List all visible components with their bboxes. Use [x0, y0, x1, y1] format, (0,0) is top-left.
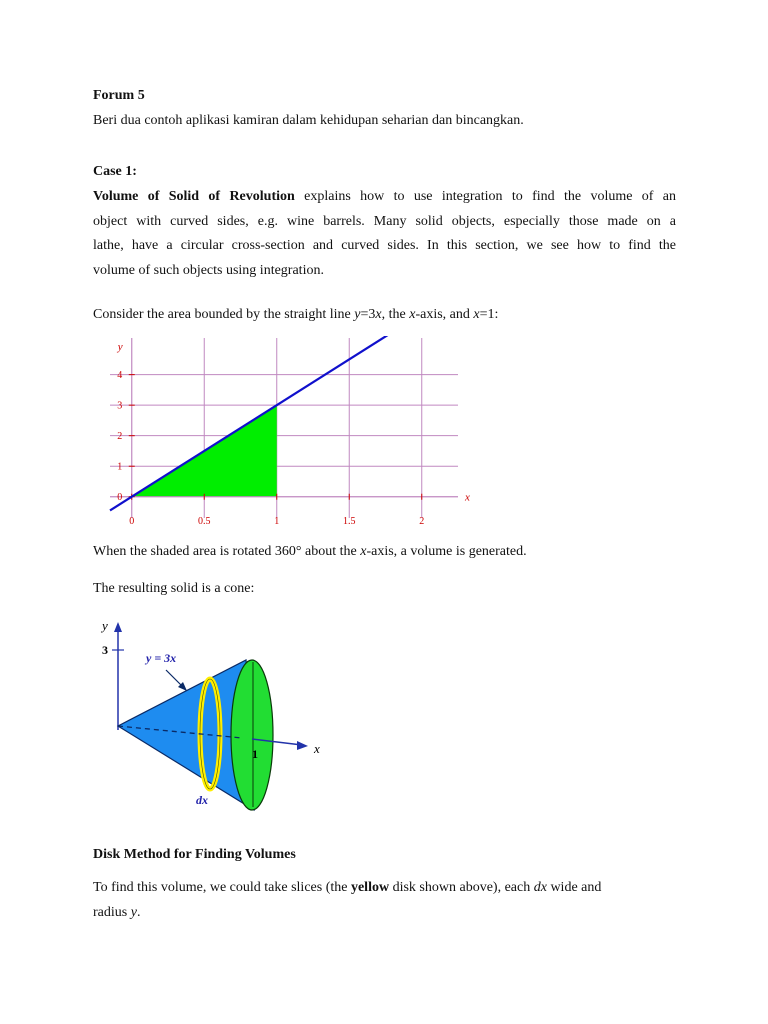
intro-line3: lathe, have a circular cross-section and curved sides. In this section, we see how to find the	[93, 238, 676, 253]
y-tick-label: 0	[117, 492, 123, 504]
consider-text-2: , the	[381, 307, 410, 322]
cone-x-arrow	[297, 741, 308, 750]
y-tick-label: 4	[117, 370, 123, 382]
disk-text-4: radius	[93, 904, 131, 920]
line-area-chart	[100, 336, 480, 531]
x-tick-label: 2	[419, 516, 425, 527]
cone-x-label: x	[314, 741, 320, 756]
cone-tick-1: 1	[252, 747, 258, 761]
consider-sentence	[93, 303, 498, 328]
x-tick-label: 0.5	[198, 516, 211, 527]
consider-text-eq: =3	[360, 307, 376, 322]
rotated-text-2: -axis, a volume is generated.	[366, 544, 527, 559]
consider-var-x1: x	[375, 307, 382, 322]
result-sentence: The resulting solid is a cone:	[93, 581, 255, 596]
intro-paragraph	[93, 185, 676, 283]
cone-diagram	[92, 612, 342, 822]
disk-text-yellow: yellow	[350, 880, 390, 895]
disk-paragraph	[93, 876, 693, 925]
disk-method-heading: Disk Method for Finding Volumes	[93, 847, 296, 862]
disk-text-2: disk shown above), each	[389, 880, 534, 895]
rotated-sentence	[93, 540, 527, 565]
consider-var-x3: x	[473, 307, 480, 322]
consider-text-1: Consider the area bounded by the straight line	[93, 307, 355, 322]
disk-text-3: wide and	[546, 880, 602, 895]
disk-var-y: y	[130, 904, 137, 920]
cone-y-label: y	[102, 618, 108, 633]
intro-line1-rest: explains how to use integration to find the volume of an	[294, 189, 677, 204]
x-tick-label: 1	[274, 516, 280, 527]
consider-text-4: =1:	[479, 307, 499, 322]
y-tick-label: 3	[117, 400, 123, 412]
intro-line2: object with curved sides, e.g. wine barrels. Many solid objects, especially those made on a	[93, 213, 676, 229]
x-tick-label: 0	[129, 516, 135, 527]
cone-y-arrow	[114, 622, 122, 632]
x-axis-label: x	[465, 491, 470, 504]
rotated-var-x: x	[360, 544, 367, 559]
cone-equation-label: y = 3x	[146, 651, 177, 665]
disk-text-1: To find this volume, we could take slices (the	[93, 880, 351, 895]
x-tick-label: 1.5	[343, 516, 356, 527]
consider-var-x2: x	[409, 307, 416, 322]
y-axis-label: y	[117, 341, 123, 353]
consider-text-3: -axis, and	[415, 307, 474, 322]
cone-tick-3: 3	[102, 643, 108, 657]
y-tick-label: 1	[117, 461, 123, 473]
disk-text-5: .	[136, 904, 141, 920]
intro-line4: volume of such objects using integration.	[93, 262, 324, 278]
rotated-text-1: When the shaded area is rotated 360° about the	[93, 544, 361, 559]
case-title: Case 1:	[93, 164, 137, 179]
intro-bold-lead: Volume of Solid of Revolution	[93, 189, 295, 204]
forum-prompt: Beri dua contoh aplikasi kamiran dalam kehidupan seharian dan bincangkan.	[93, 113, 524, 128]
forum-title: Forum 5	[93, 88, 145, 103]
disk-var-dx: dx	[533, 880, 547, 895]
y-tick-label: 2	[117, 431, 123, 443]
consider-var-y: y	[354, 307, 361, 322]
cone-dx-label: dx	[196, 793, 208, 807]
cone-base-face	[231, 660, 273, 810]
